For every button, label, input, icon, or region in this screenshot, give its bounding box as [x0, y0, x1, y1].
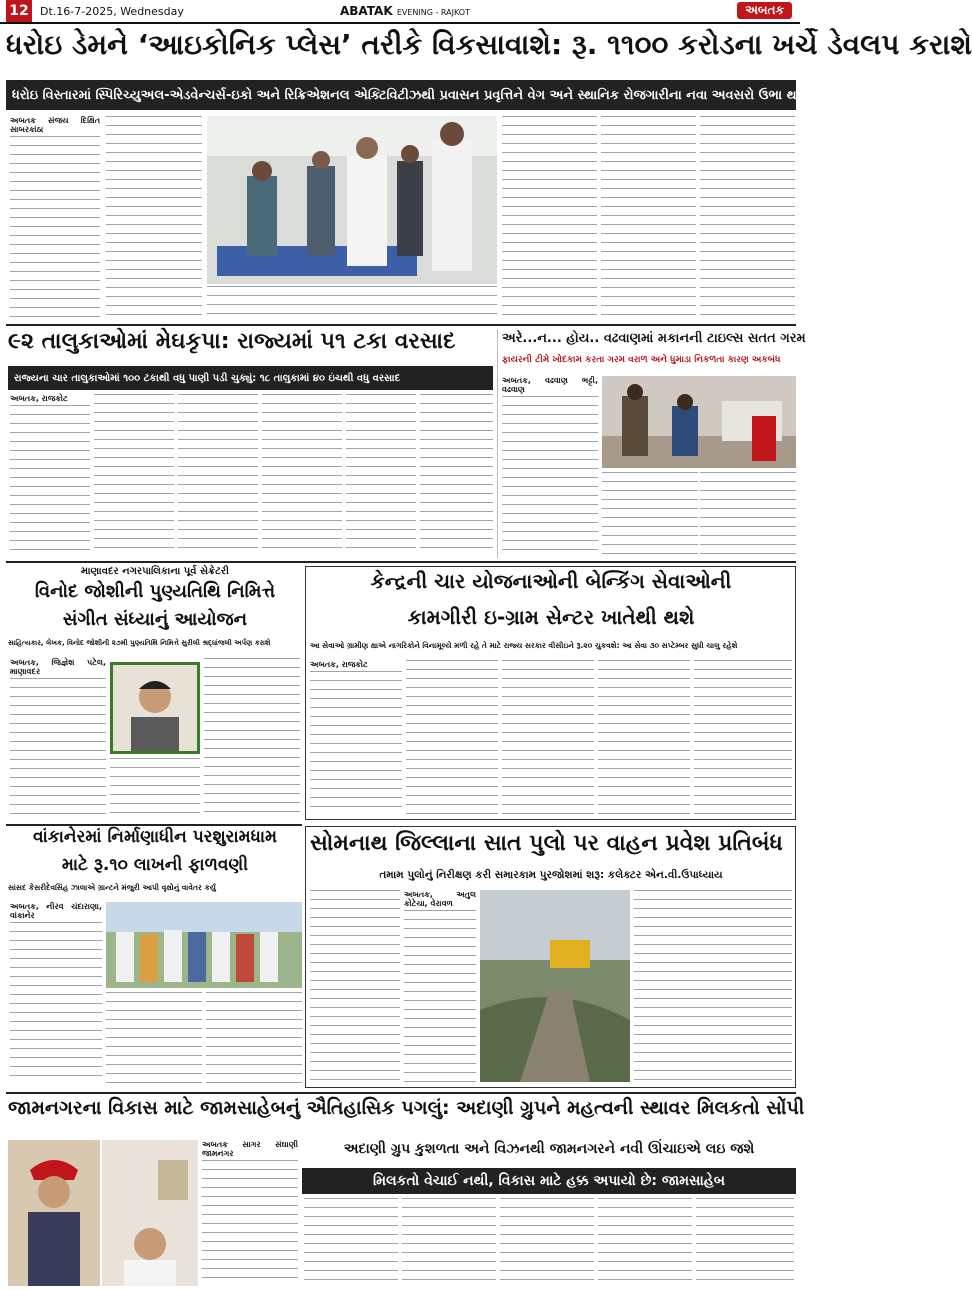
text-lines: [10, 405, 90, 555]
text-lines: [696, 1198, 794, 1286]
vinod-headline-2: સંગીત સંધ્યાનું આયોજન: [62, 609, 248, 630]
rain-headline: ૯૨ તાલુકાઓમાં મેઘકૃપા: રાજ્યમાં ૫૧ ટકા વરસાદ: [8, 329, 456, 354]
text-lines: [10, 922, 102, 1082]
rain-text-col-6: [420, 394, 493, 556]
jamnagar-subhead: અદાણી ગ્રુપ કુશળતા અને વિઝનથી જામનગરને નવી ઊંચાઇએ લઇ જશે: [343, 1141, 755, 1157]
lead-photo: [207, 116, 497, 284]
somnath-text-col-3: [634, 890, 792, 1082]
lead-photo-caption: [207, 286, 497, 320]
text-lines: [502, 116, 597, 321]
wankaner-text-col-3: [206, 992, 302, 1084]
rain-text-col-1: [10, 394, 90, 556]
vinod-text-col-2: [110, 758, 200, 820]
jamnagar-text-col-4: [500, 1198, 594, 1286]
section-rule: [6, 561, 796, 563]
page-number: 12: [6, 0, 32, 22]
rain-subhead: રાજ્યના ચાર તાલુકાઓમાં ૧૦૦ ટકાથી વધુ પાણી પડી ચુક્યું: ૧૮ તાલુકામાં ૪૦ ઇંચથી વધુ વરસાદ: [8, 366, 493, 390]
fire-subhead: ફાયરની ટીમે ખોદકામ કરતા ગરમ વરાળ અને ધુમાડા નિકળતા કારણ અકબંધ: [502, 355, 781, 365]
lead-subhead: ધરોઇ વિસ્તારમાં સ્પિરિચ્યુઅલ-એડવેન્ચર્સ-ઇકો અને રિક્રિએશનલ એક્ટિવિટીઝથી પ્રવાસન પ્રવૃત્તિને વેગ અને સ્થાનિક રોજગારીના નવા અવસરો ઉભા થશે: [6, 80, 796, 110]
text-lines: [204, 658, 300, 820]
text-lines: [694, 660, 792, 816]
vinod-headline-1: વિનોદ જોશીની પુણ્યતિથિ નિમિત્તે: [34, 581, 276, 602]
text-lines: [304, 1198, 398, 1286]
jamnagar-photo-1-image: [8, 1140, 100, 1286]
section-rule: [6, 824, 302, 826]
fire-photo: [602, 376, 796, 468]
vinod-text-col-1: [10, 658, 106, 820]
text-lines: [402, 1198, 496, 1286]
wankaner-headline-2: માટે રૂ.૧૦ લાખની ફાળવણી: [61, 855, 249, 875]
banking-headline-1: કેન્દ્રની ચાર યોજનાઓની બેન્કિંગ સેવાઓની: [370, 569, 732, 593]
logo: અબતક: [737, 2, 792, 19]
banking-text-col-5: [694, 660, 792, 816]
wankaner-text-col-1: [10, 902, 102, 1084]
jamnagar-photo-1: [8, 1140, 100, 1286]
text-lines: [420, 394, 493, 556]
wankaner-text-col-2: [106, 992, 202, 1084]
text-lines: [206, 992, 302, 1084]
text-lines: [700, 472, 796, 558]
somnath-byline: અબતક, અતુલ કોટેચા, વેરાવળ: [404, 890, 476, 908]
text-lines: [94, 394, 174, 556]
jamnagar-photo-2: [102, 1140, 198, 1286]
dateline: Dt.16-7-2025, Wednesday: [40, 4, 184, 18]
text-lines: [202, 1160, 298, 1286]
rain-text-col-3: [178, 394, 258, 556]
somnath-photo-image: [480, 890, 630, 1082]
wankaner-byline: અબતક, નીરવ ચંદારાણા, વાંકાનેર: [10, 902, 102, 920]
somnath-text-col-1: [310, 890, 400, 1082]
lead-text-col-2: [106, 116, 202, 321]
jamnagar-strip: મિલકતો વેચાઈ નથી, વિકાસ માટે હક્ક અપાયો છે: જામસાહેબ: [302, 1168, 796, 1194]
vinod-portrait: [110, 662, 200, 754]
text-lines: [262, 394, 342, 556]
banking-text-col-3: [502, 660, 594, 816]
text-lines: [601, 116, 696, 321]
text-lines: [602, 472, 698, 558]
column-rule: [497, 330, 498, 558]
wankaner-photo-image: [106, 902, 302, 988]
vinod-text-col-3: [204, 658, 300, 820]
text-lines: [178, 394, 258, 556]
lead-byline: અબતક સંજય દિક્ષિત સાબરકાંઠા: [10, 116, 100, 134]
fire-photo-image: [602, 376, 796, 468]
rain-text-col-2: [94, 394, 174, 556]
text-lines: [502, 396, 598, 556]
vinod-kicker: માણાવદર નગરપાલિકાના પૂર્વ સેક્રેટરી: [81, 566, 229, 577]
lead-text-col-5: [700, 116, 795, 321]
jamnagar-text-col-5: [598, 1198, 692, 1286]
vinod-byline: અબતક, જિજ્ઞેશ પટેલ, માણાવદર: [10, 658, 106, 676]
text-lines: [310, 890, 400, 1082]
text-lines: [406, 660, 498, 816]
banking-text-col-1: [310, 660, 402, 816]
text-lines: [404, 910, 476, 1082]
masthead-edition: EVENING - RAJKOT: [396, 8, 470, 17]
masthead-title: ABATAK: [340, 4, 393, 18]
lead-headline: ધરોઇ ડેમને ‘આઇકોનિક પ્લેસ’ તરીકે વિકસાવાશે: રૂ. ૧૧૦૦ કરોડના ખર્ચે ડેવલપ કરાશે: [6, 28, 972, 61]
jamnagar-text-col-6: [696, 1198, 794, 1286]
text-lines: [700, 116, 795, 321]
lead-photo-image: [207, 116, 497, 284]
lead-text-col-1: [10, 116, 100, 321]
text-lines: [500, 1198, 594, 1286]
wankaner-photo: [106, 902, 302, 988]
text-lines: [10, 136, 100, 326]
text-lines: [502, 660, 594, 816]
rain-byline: અબતક, રાજકોટ: [10, 394, 68, 403]
text-lines: [346, 394, 416, 556]
text-lines: [634, 890, 792, 1082]
text-lines: [598, 660, 690, 816]
jamnagar-byline: અબતક સાગર સંઘાણી જામનગર: [202, 1140, 298, 1158]
jamnagar-text-col-1: [202, 1140, 298, 1286]
jamnagar-text-col-3: [402, 1198, 496, 1286]
text-lines: [106, 992, 202, 1084]
caption-lines: [207, 286, 497, 320]
masthead: [340, 4, 470, 18]
text-lines: [310, 671, 402, 811]
vinod-subhead: સાહિત્યકાર, લેખક, વિનોદ જોશીની ૨૭મી પુણ્યતિથિ નિમિત્તે સુરીલી શ્રદ્ધાંજલી અર્પણ કરાશે: [8, 639, 271, 647]
somnath-text-col-2: [404, 890, 476, 1082]
rain-text-col-4: [262, 394, 342, 556]
banking-byline: અબતક, રાજકોટ: [310, 660, 368, 669]
text-lines: [10, 678, 106, 818]
jamnagar-text-col-2: [304, 1198, 398, 1286]
wankaner-subhead: સાંસદ કેસરીદેવસિંહ ઝાલાએ ગ્રાન્ટને મંજુરી આપી વૃક્ષોનું વાવેતર કર્યુ: [8, 883, 216, 892]
text-lines: [110, 758, 200, 820]
wankaner-headline-1: વાંકાનેરમાં નિર્માણાધીન પરશુરામધામ: [32, 827, 278, 847]
section-rule: [6, 1092, 796, 1094]
banking-subhead: આ સેવાઓ ગ્રામીણ ક્ષાએ નાગરિકોને વિનામૂલ્યે મળી રહે તે માટે રાજ્ય સરકાર વીસીઇને રૂ.૨૦ ચુકવશે: આ સેવા ૩૦ સપ્ટેમ્બર સુધી ચાલુ રહેશે: [310, 641, 738, 650]
jamnagar-headline: જામનગરના વિકાસ માટે જામસાહેબનું ઐતિહાસિક પગલું: અદાણી ગ્રુપને મહત્વની સ્થાવર મિલકતો સોંપી: [8, 1097, 805, 1119]
fire-text-col-3: [700, 472, 796, 558]
fire-headline: અરે...ન... હોય.. વઢવાણમાં મકાનની ટાઇલ્સ સતત ગરમ: [502, 331, 806, 346]
lead-text-col-4: [601, 116, 696, 321]
rain-text-col-5: [346, 394, 416, 556]
jamnagar-photo-2-image: [102, 1140, 198, 1286]
fire-byline: અબતક, વઢવાણ ભટ્ટી, વઢવાણ: [502, 376, 598, 394]
somnath-photo: [480, 890, 630, 1082]
somnath-subhead: તમામ પુલોનું નિરીક્ષણ કરી સમારકામ પુરજોશમાં શરૂ: કલેક્ટર એન.વી.ઉપાધ્યાય: [379, 869, 723, 881]
banking-text-col-4: [598, 660, 690, 816]
section-rule: [6, 324, 796, 326]
vinod-portrait-image: [113, 665, 197, 751]
fire-text-col-2: [602, 472, 698, 558]
somnath-headline: સોમનાથ જિલ્લાના સાત પુલો પર વાહન પ્રવેશ પ્રતિબંધ: [310, 831, 783, 856]
text-lines: [106, 116, 202, 321]
lead-text-col-3: [502, 116, 597, 321]
text-lines: [598, 1198, 692, 1286]
banking-text-col-2: [406, 660, 498, 816]
banking-headline-2: કામગીરી ઇ-ગ્રામ સેન્ટર ખાતેથી થશે: [407, 605, 695, 629]
fire-text-col-1: [502, 376, 598, 558]
